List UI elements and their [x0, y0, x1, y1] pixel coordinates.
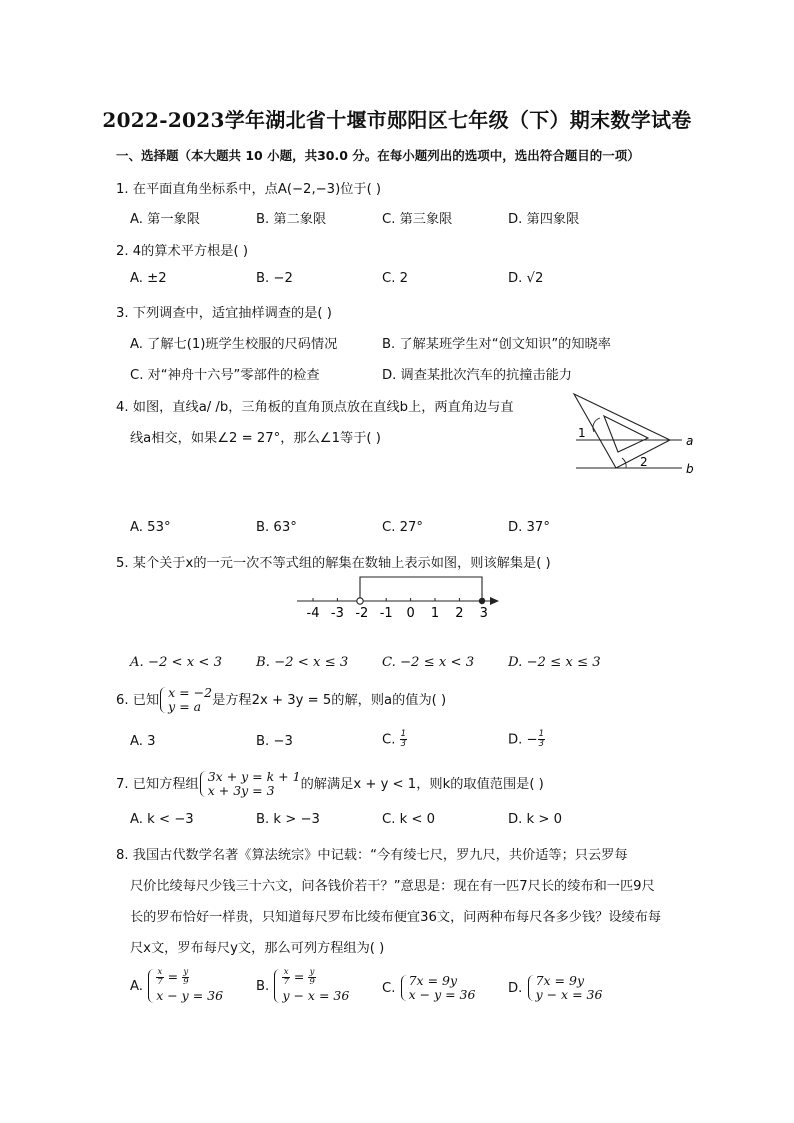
question-4-stem-line1: 4. 如图，直线a/ /b，三角板的直角顶点放在直线b上，两直角边与直	[116, 400, 514, 415]
q7-option-a: A. k < −3	[130, 812, 194, 827]
section-heading: 一、选择题（本大题共 10 小题，共30.0 分。在每小题列出的选项中，选出符合题目的一项）	[116, 148, 640, 163]
q7-prefix: 7. 已知方程组	[116, 777, 199, 792]
q2-option-c: C. 2	[382, 271, 408, 286]
q1-option-d: D. 第四象限	[508, 212, 580, 227]
closed-point	[479, 598, 485, 604]
q5-option-d: D. −2 ≤ x ≤ 3	[508, 655, 601, 670]
tick-label: 3	[479, 606, 488, 621]
q1-option-b: B. 第二象限	[256, 212, 327, 227]
q3-option-b: B. 了解某班学生对“创文知识”的知晓率	[382, 337, 611, 352]
q8-option-d-system: 7x = 9y y − x = 36	[527, 974, 603, 1002]
question-8-line2: 尺价比绫每尺少钱三十六文，问各钱价若干？”意思是：现在有一匹7尺长的绫布和一匹9尺	[130, 879, 655, 894]
question-2-stem: 2. 4的算术平方根是( )	[116, 244, 248, 259]
q6-prefix: 6. 已知	[116, 693, 160, 708]
q2-option-d: D. √2	[508, 271, 544, 286]
tick-label: -2	[355, 606, 369, 621]
inner-triangle	[604, 416, 648, 452]
tick-label: -3	[330, 606, 344, 621]
angle-2-label: 2	[640, 455, 648, 469]
q8-option-a: A. $\frac{x}{7}$ = $\frac{y}{9}$ x − y = 36	[130, 967, 224, 1003]
q8-option-d: D. 7x = 9y y − x = 36	[508, 973, 603, 1002]
question-8-line3: 长的罗布恰好一样贵，只知道每尺罗布比绫布便宜36文，问两种布每尺各多少钱？设绫布每	[130, 910, 662, 925]
line-b-label: b	[686, 462, 694, 476]
q2-option-a: A. ±2	[130, 271, 167, 286]
question-7-stem	[116, 770, 544, 798]
q6-option-b: B. −3	[256, 734, 293, 749]
tick-label: 1	[430, 606, 440, 621]
q6-option-a: A. 3	[130, 734, 156, 749]
q4-option-a: A. 53°	[130, 520, 171, 535]
q7-equation-system: 3x + y = k + 1 x + 3y = 3	[199, 770, 301, 798]
q3-option-c: C. 对“神舟十六号”零部件的检查	[130, 368, 320, 383]
tick-label: 2	[455, 606, 464, 621]
q8-option-c: C. 7x = 9y x − y = 36	[382, 973, 476, 1002]
exam-title: 2022-2023学年湖北省十堰市郧阳区七年级（下）期末数学试卷	[102, 108, 692, 132]
outer-triangle	[574, 394, 670, 468]
question-3-stem: 3. 下列调查中，适宜抽样调查的是( )	[116, 306, 332, 321]
q6-option-d: D. − $\frac{1}{3}$	[508, 729, 545, 749]
question-4-stem-line2: 线a相交，如果∠2 = 27°，那么∠1等于( )	[130, 431, 381, 446]
q7-suffix: 的解满足x + y < 1，则k的取值范围是( )	[300, 777, 544, 792]
q5-option-c: C. −2 ≤ x < 3	[382, 655, 475, 670]
tick-label: -4	[306, 606, 320, 621]
q8-option-b: B. $\frac{x}{7}$ = $\frac{y}{9}$ y − x = 36	[256, 967, 350, 1003]
q3-option-a: A. 了解七(1)班学生校服的尺码情况	[130, 337, 338, 352]
open-point	[357, 598, 363, 604]
q8-option-c-system: 7x = 9y x − y = 36	[400, 974, 476, 1002]
q6-option-c: C. $\frac{1}{3}$	[382, 729, 407, 749]
q6-suffix: 是方程2x + 3y = 5的解，则a的值为( )	[212, 693, 447, 708]
angle-2-arc	[622, 458, 626, 468]
q8-option-a-system: $\frac{x}{7}$ = $\frac{y}{9}$ x − y = 36	[147, 968, 223, 1004]
question-8-line4: 尺x文，罗布每尺y文，那么可列方程组为( )	[130, 941, 385, 956]
solution-bracket	[360, 577, 482, 601]
tick-label: -1	[379, 606, 393, 621]
q7-option-c: C. k < 0	[382, 812, 436, 827]
question-1-stem: 1. 在平面直角坐标系中，点A(−2,−3)位于( )	[116, 182, 382, 197]
q5-number-line	[295, 570, 505, 622]
line-a-label: a	[686, 434, 694, 448]
q2-option-b: B. −2	[256, 271, 293, 286]
number-line-arrow	[490, 597, 499, 605]
q4-option-c: C. 27°	[382, 520, 423, 535]
q5-option-a: A. −2 < x < 3	[130, 655, 223, 670]
q4-option-d: D. 37°	[508, 520, 550, 535]
q5-option-b: B. −2 < x ≤ 3	[256, 655, 349, 670]
q7-option-b: B. k > −3	[256, 812, 320, 827]
q8-option-b-system: $\frac{x}{7}$ = $\frac{y}{9}$ y − x = 36	[273, 968, 349, 1004]
angle-1-label: 1	[578, 426, 586, 440]
q1-option-c: C. 第三象限	[382, 212, 453, 227]
q7-option-d: D. k > 0	[508, 812, 562, 827]
question-5-stem: 5. 某个关于x的一元一次不等式组的解集在数轴上表示如图，则该解集是( )	[116, 556, 551, 571]
question-6-stem	[116, 686, 446, 714]
q1-option-a: A. 第一象限	[130, 212, 200, 227]
q4-option-b: B. 63°	[256, 520, 297, 535]
q4-triangle-figure	[570, 392, 700, 482]
q6-equation-system: x = −2 y = a	[159, 686, 212, 714]
q3-option-d: D. 调查某批次汽车的抗撞击能力	[382, 368, 572, 383]
question-8-line1: 8. 我国古代数学名著《算法统宗》中记载：“今有绫七尺，罗九尺，共价适等；只云罗每	[116, 848, 628, 863]
tick-label: 0	[406, 606, 415, 621]
